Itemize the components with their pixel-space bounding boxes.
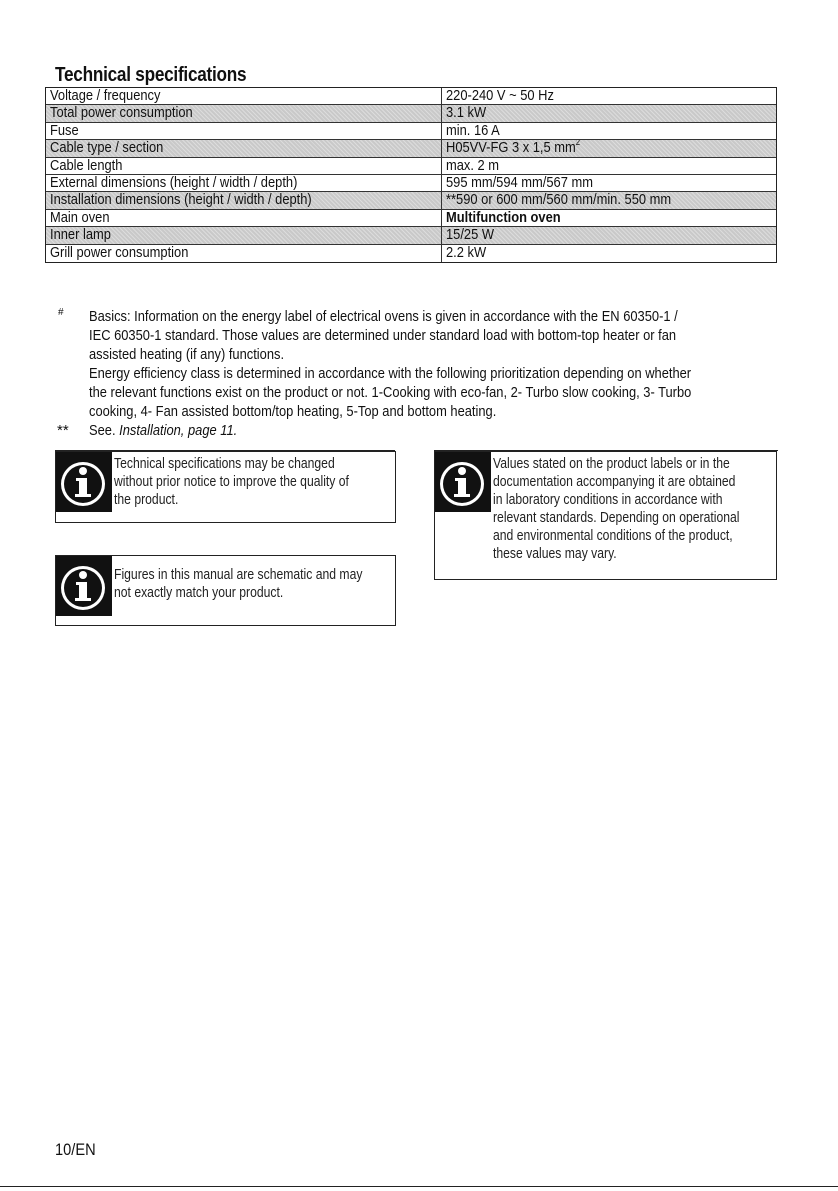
spec-value: 3.1 kW <box>446 105 487 122</box>
superscript: 2 <box>575 140 581 148</box>
spec-value: min. 16 A <box>446 122 500 139</box>
spec-value: 595 mm/594 mm/567 mm <box>446 174 593 191</box>
spec-label: Fuse <box>46 123 442 139</box>
spec-label: Inner lamp <box>46 227 442 243</box>
info-box <box>55 555 396 626</box>
spec-row <box>46 88 776 105</box>
spec-value: **590 or 600 mm/560 mm/min. 550 mm <box>446 192 672 209</box>
page-title: Technical specifications <box>55 64 247 86</box>
spec-label: Cable length <box>46 158 442 174</box>
bottom-rule <box>0 1186 838 1187</box>
footnote-line <box>55 364 785 383</box>
see-prefix: See. <box>89 422 116 439</box>
spec-row <box>46 158 776 175</box>
info-box <box>434 451 777 580</box>
info-icon <box>56 556 112 616</box>
spec-row <box>46 140 776 157</box>
footnote-text: cooking, 4- Fan assisted bottom/top heating, 5-Top and bottom heating. <box>89 403 497 420</box>
spec-row <box>46 192 776 209</box>
info-icon <box>435 452 491 512</box>
spec-label: Main oven <box>46 210 442 226</box>
spec-value: 15/25 W <box>446 227 495 244</box>
footnote-line <box>55 402 785 421</box>
spec-label: Installation dimensions (height / width / depth) <box>46 192 442 208</box>
spec-row <box>46 245 776 262</box>
spec-row <box>46 175 776 192</box>
footnote-line <box>55 326 785 345</box>
cross-reference-link[interactable]: Installation, page 11. <box>119 422 238 439</box>
spec-row <box>46 105 776 122</box>
info-box <box>55 451 396 523</box>
spec-label: Voltage / frequency <box>46 88 442 104</box>
spec-value: 2.2 kW <box>446 244 487 261</box>
footnote-text: the relevant functions exist on the product or not. 1-Cooking with eco-fan, 2- Turbo slow cooking, 3- Turbo <box>89 384 692 401</box>
footnote-text: IEC 60350-1 standard. Those values are determined under standard load with bottom-top heater or fan <box>89 327 677 344</box>
footnote-line <box>55 307 785 326</box>
footnote-text: Energy efficiency class is determined in accordance with the following prioritization depending on whether <box>89 365 692 382</box>
footnote-text <box>89 421 237 440</box>
info-text: Figures in this manual are schematic and may not exactly match your product. <box>114 567 363 601</box>
spec-value: 220-240 V ~ 50 Hz <box>446 88 554 104</box>
stars-mark: ** <box>57 422 69 439</box>
spec-row <box>46 123 776 140</box>
spec-value: max. 2 m <box>446 157 500 174</box>
spec-row <box>46 210 776 227</box>
footnote-line <box>55 383 785 402</box>
spec-label: Cable type / section <box>46 140 442 156</box>
page-number: 10/EN <box>55 1140 96 1159</box>
info-text: Technical specifications may be changed without prior notice to improve the quality of the product. <box>114 456 349 508</box>
footnote-text: Basics: Information on the energy label of electrical ovens is given in accordance with the EN 60350-1 / <box>89 308 678 325</box>
spec-label: Grill power consumption <box>46 245 442 262</box>
spec-row <box>46 227 776 244</box>
spec-value <box>442 140 776 156</box>
footnotes <box>55 307 785 440</box>
info-icon <box>56 452 112 512</box>
spec-table <box>45 87 777 263</box>
footnote-line <box>55 421 785 440</box>
footnote-text: assisted heating (if any) functions. <box>89 346 285 363</box>
spec-value-text: H05VV-FG 3 x 1,5 mm <box>446 140 576 157</box>
spec-label: Total power consumption <box>46 105 442 121</box>
spec-label: External dimensions (height / width / depth) <box>46 175 442 191</box>
spec-value: Multifunction oven <box>446 209 561 226</box>
info-text: Values stated on the product labels or in the documentation accompanying it are obtained in laboratory conditions in accordance with relevant standards. Depending on operational and environmental conditions of the product, these values may vary. <box>493 456 740 562</box>
hash-mark: # <box>58 307 64 318</box>
footnote-line <box>55 345 785 364</box>
